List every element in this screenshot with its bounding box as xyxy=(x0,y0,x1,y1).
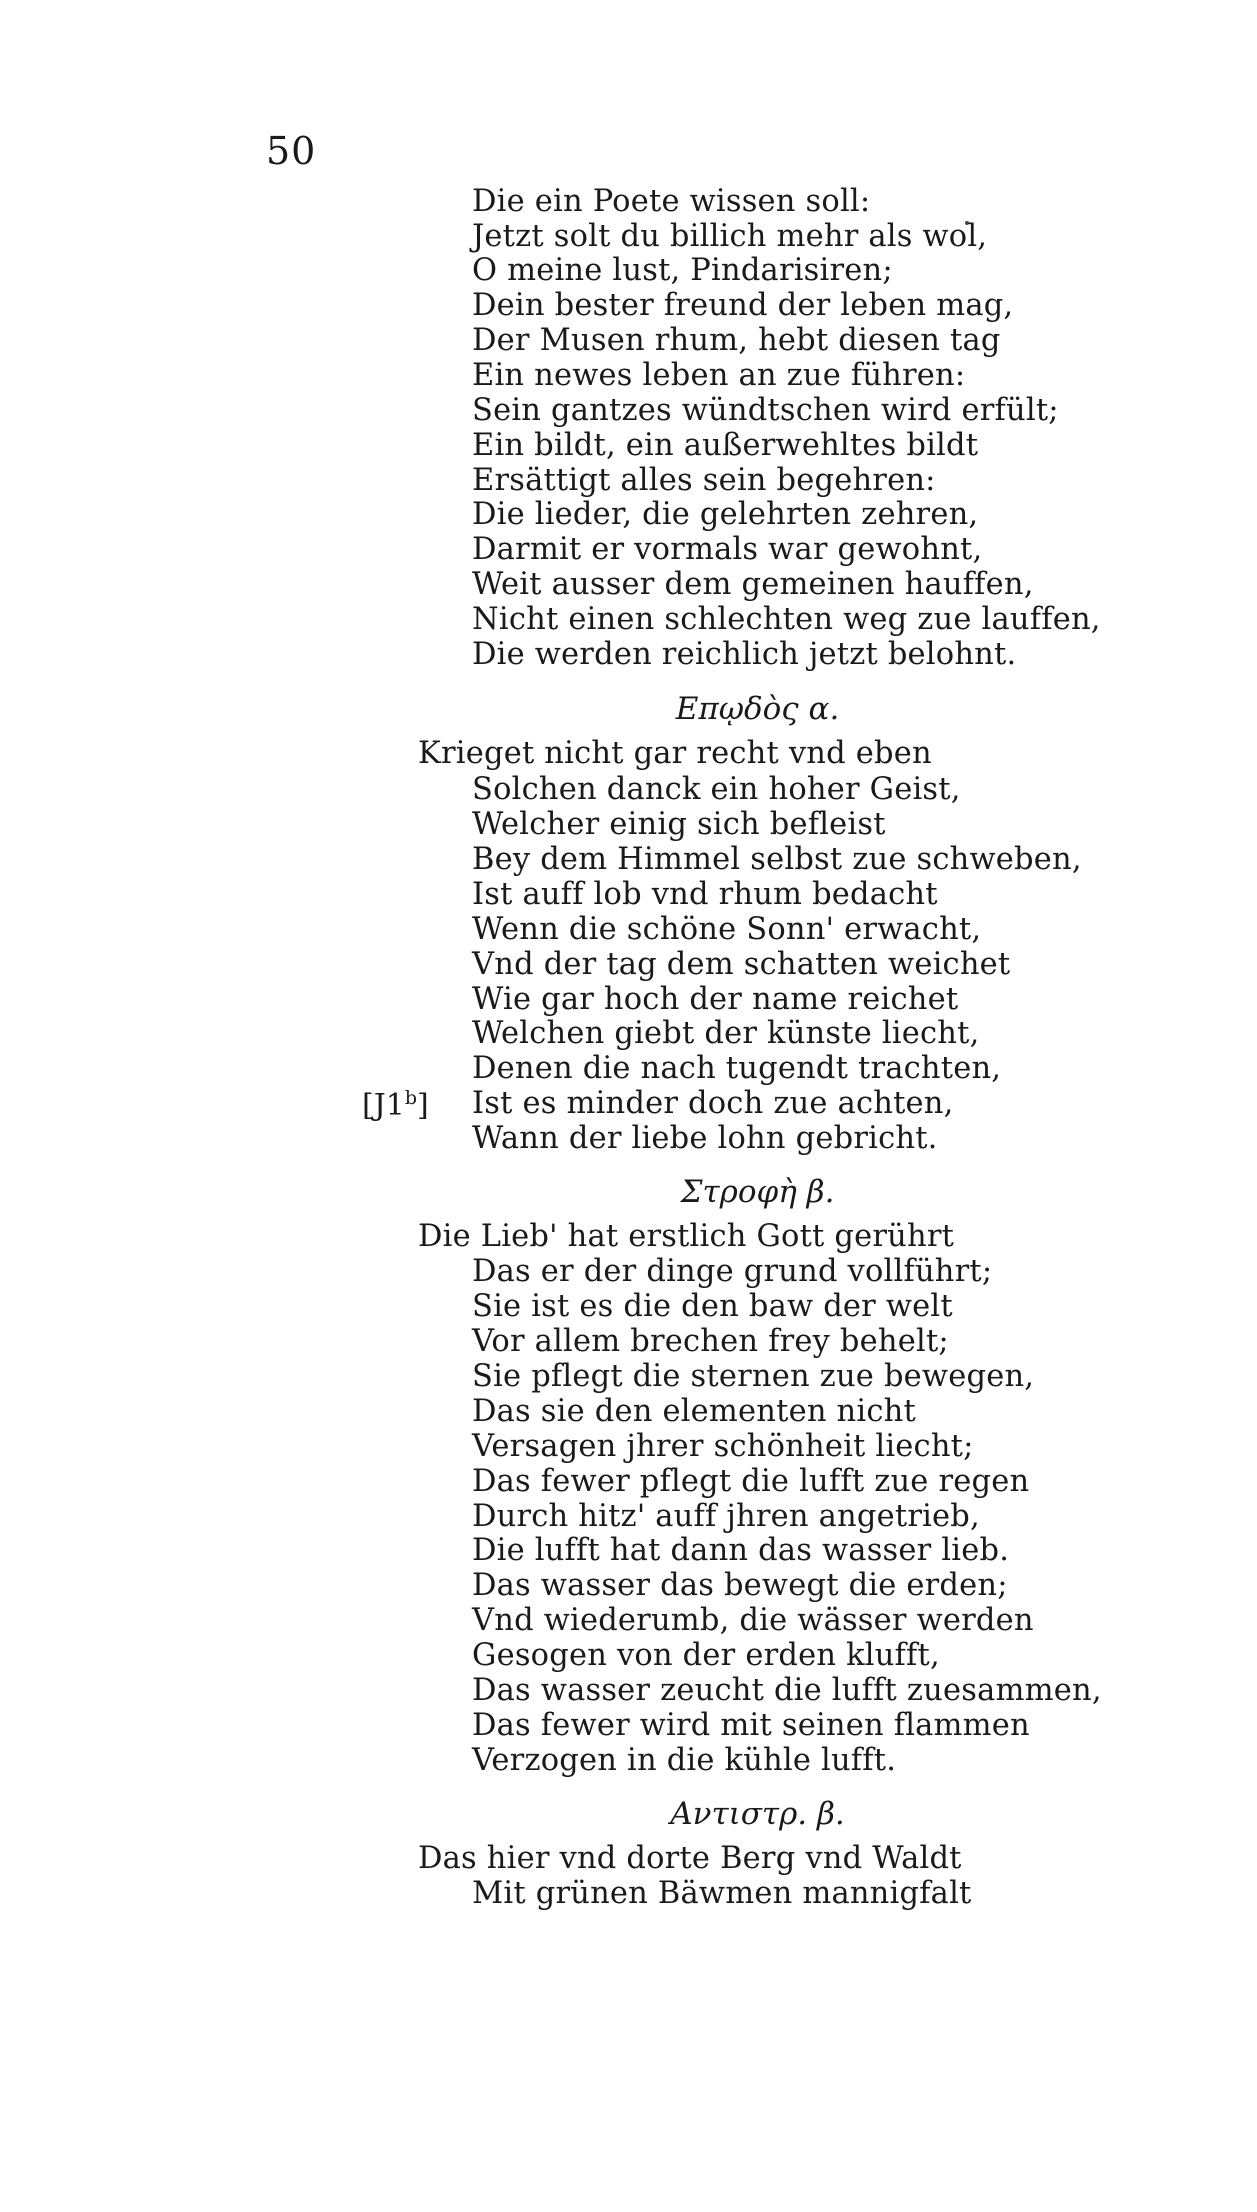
poem-line: Nicht einen schlechten weg zue lauffen, xyxy=(472,602,1101,637)
poem-line: Darmit er vormals war gewohnt, xyxy=(472,532,983,567)
poem-line: Welcher einig sich befleist xyxy=(472,807,886,842)
poem-line: Gesogen von der erden klufft, xyxy=(472,1638,940,1673)
poem-line: Ersättigt alles sein begehren: xyxy=(472,463,936,498)
section-heading xyxy=(0,1796,1257,1832)
poem-line: Wenn die schöne Sonn' erwacht, xyxy=(472,912,982,947)
poem-line: Sie pflegt die sternen zue bewegen, xyxy=(472,1359,1035,1394)
margin-note-close: ] xyxy=(417,1088,429,1123)
poem-line: Mit grünen Bäwmen mannigfalt xyxy=(472,1876,972,1911)
poem-line: Wie gar hoch der name reichet xyxy=(472,982,959,1017)
poem-line: Das sie den elementen nicht xyxy=(472,1394,916,1429)
poem-line: Durch hitz' auff jhren angetrieb, xyxy=(472,1499,980,1534)
poem-line: Dein bester freund der leben mag, xyxy=(472,288,1014,323)
poem-line: Das fewer wird mit seinen flammen xyxy=(472,1708,1030,1743)
margin-note-sup: b xyxy=(404,1087,417,1109)
poem-line: Ist es minder doch zue achten, xyxy=(472,1086,954,1121)
poem-line: Vnd wiederumb, die wässer werden xyxy=(472,1603,1034,1638)
section-heading xyxy=(0,691,1257,727)
poem-line: O meine lust, Pindarisiren; xyxy=(472,253,893,288)
section-heading-text: Επῳδὸς α. xyxy=(675,691,840,727)
poem-line: Der Musen rhum, hebt diesen tag xyxy=(472,323,1001,358)
poem-line: Ein newes leben an zue führen: xyxy=(472,358,966,393)
poem-line: Jetzt solt du billich mehr als wol, xyxy=(472,219,988,254)
poem-line: Solchen danck ein hoher Geist, xyxy=(472,772,961,807)
poem-line: Das er der dinge grund vollführt; xyxy=(472,1254,993,1289)
poem-line: Ein bildt, ein außerwehltes bildt xyxy=(472,428,979,463)
section-heading xyxy=(0,1174,1257,1210)
margin-note-label: [J1 xyxy=(362,1088,405,1123)
page-number: 50 xyxy=(266,129,317,173)
poem-line: Wann der liebe lohn gebricht. xyxy=(472,1121,938,1156)
poem-line: Bey dem Himmel selbst zue schweben, xyxy=(472,842,1082,877)
poem-line: Das wasser zeucht die lufft zuesammen, xyxy=(472,1673,1102,1708)
margin-note xyxy=(362,1089,429,1121)
poem-line: Sie ist es die den baw der welt xyxy=(472,1289,953,1324)
poem-line: Das fewer pflegt die lufft zue regen xyxy=(472,1464,1030,1499)
poem-line: Versagen jhrer schönheit liecht; xyxy=(472,1429,974,1464)
poem-line: Welchen giebt der künste liecht, xyxy=(472,1016,980,1051)
poem-line: Sein gantzes wündtschen wird erfült; xyxy=(472,393,1059,428)
poem-line: Die ein Poete wissen soll: xyxy=(472,184,871,219)
poem-line: Das wasser das bewegt die erden; xyxy=(472,1568,1008,1603)
poem-line: Die Lieb' hat erstlich Gott gerührt xyxy=(418,1219,955,1254)
section-heading-text: Στροφὴ β. xyxy=(680,1174,835,1210)
poem-line: Die lieder, die gelehrten zehren, xyxy=(472,497,979,532)
poem-line: Das hier vnd dorte Berg vnd Waldt xyxy=(418,1841,962,1876)
poem-line: Denen die nach tugendt trachten, xyxy=(472,1051,1002,1086)
poem-line: Die werden reichlich jetzt belohnt. xyxy=(472,637,1017,672)
poem-line: Verzogen in die kühle lufft. xyxy=(472,1743,897,1778)
poem-line: Weit ausser dem gemeinen hauffen, xyxy=(472,567,1034,602)
poem-line: Die lufft hat dann das wasser lieb. xyxy=(472,1533,1010,1568)
poem-line: Ist auff lob vnd rhum bedacht xyxy=(472,877,938,912)
poem-line: Vnd der tag dem schatten weichet xyxy=(472,947,1011,982)
section-heading-text: Αντιστρ. β. xyxy=(670,1796,845,1832)
poem-line: Vor allem brechen frey behelt; xyxy=(472,1324,949,1359)
poem-line: Krieget nicht gar recht vnd eben xyxy=(418,736,932,771)
